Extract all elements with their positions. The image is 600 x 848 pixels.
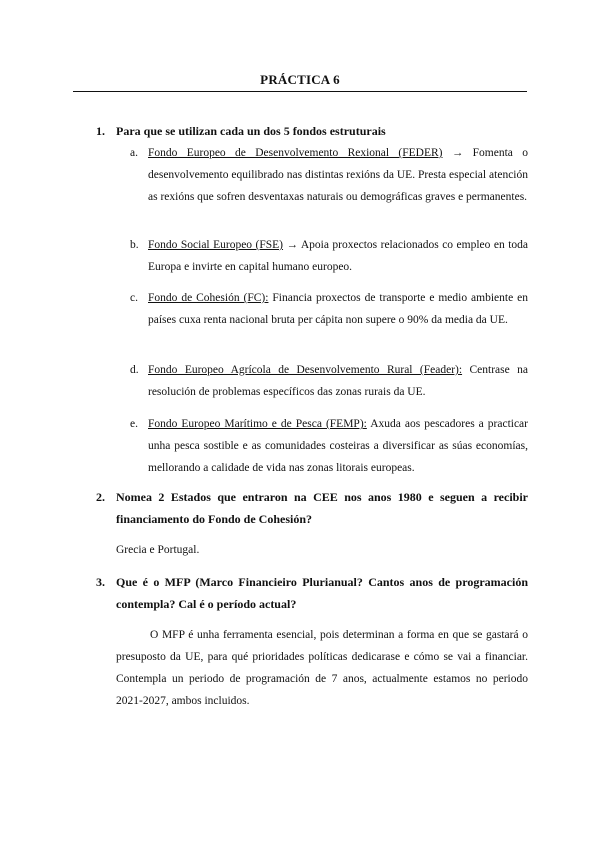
fund-description: Centrase na resolución de problemas específicos das zonas rurais da UE. [148, 364, 528, 398]
question-1 [96, 120, 528, 142]
item-letter: a. [130, 147, 138, 159]
answer-2 [116, 539, 528, 561]
item-body [130, 287, 528, 331]
fund-item-femp [130, 413, 528, 479]
question-number: 2. [96, 490, 105, 504]
fund-item-feader [130, 359, 528, 403]
answer-3 [116, 624, 528, 712]
fund-name: Fondo Social Europeo (FSE) [148, 239, 284, 251]
item-body [130, 359, 528, 403]
fund-description: Financia proxectos de transporte e medio ambiente en países cuxa renta nacional bruta per cápita non supere o 90% da media da UE. [148, 292, 528, 326]
fund-name: Fondo Europeo Marítimo e de Pesca (FEMP): [148, 418, 367, 430]
fund-item-fc [130, 287, 528, 331]
question-text: Que é o MFP (Marco Financieiro Plurianual? Cantos anos de programación contempla? Cal é o período actual? [116, 575, 528, 611]
answer-text: O MFP é unha ferramenta esencial, pois determinan a forma en que se gastará o presuposto da UE, para qué prioridades políticas dedicarase e cómo se vai a financiar. Contempla un periodo de programación de 7 anos, actualmente estamos no periodo 2021-2027, ambos incluidos. [116, 629, 528, 707]
item-letter: b. [130, 239, 139, 251]
answer-text: Grecia e Portugal. [116, 544, 200, 556]
item-body [130, 142, 528, 208]
fund-description: → Fomenta o desenvolvemento equilibrado nas distintas rexións da UE. Presta especial atención as rexións que sofren desventaxas naturais ou demográficas graves e permanentes. [148, 147, 528, 203]
question-number: 3. [96, 575, 105, 589]
item-body [130, 413, 528, 479]
item-letter: d. [130, 364, 139, 376]
fund-name: Fondo Europeo Agrícola de Desenvolvemento Rural (Feader): [148, 364, 463, 376]
question-text: Nomea 2 Estados que entraron na CEE nos anos 1980 e seguen a recibir financiamento do Fondo de Cohesión? [116, 490, 528, 526]
question-3 [96, 571, 528, 615]
item-body [130, 234, 528, 278]
item-letter: c. [130, 292, 138, 304]
question-text: Para que se utilizan cada un dos 5 fondos estruturais [116, 124, 386, 138]
fund-item-fse [130, 234, 528, 278]
item-letter: e. [130, 418, 138, 430]
page-title: PRÁCTICA 6 [260, 72, 340, 87]
fund-name: Fondo de Cohesión (FC): [148, 292, 269, 304]
title-divider [73, 91, 527, 92]
fund-description: Axuda aos pescadores a practicar unha pesca sostible e as comunidades costeiras a diversificar as súas economías, mellorando a calidade de vida nas zonas litorais europeas. [148, 418, 528, 474]
question-number: 1. [96, 124, 105, 138]
question-2 [96, 486, 528, 530]
fund-item-feder [130, 142, 528, 208]
fund-description: → Apoia proxectos relacionados co empleo en toda Europa e invirte en capital humano europeo. [148, 239, 528, 273]
fund-name: Fondo Europeo de Desenvolvemento Rexional (FEDER) [148, 147, 443, 159]
